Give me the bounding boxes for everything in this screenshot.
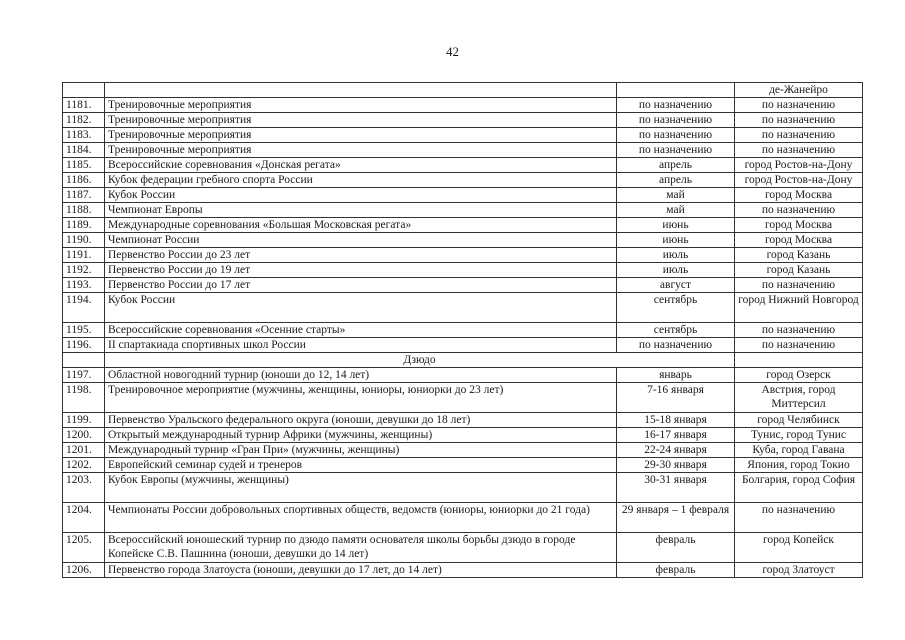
table-row — [63, 323, 863, 338]
event-name: Первенство России до 19 лет — [105, 263, 617, 278]
table-row — [63, 533, 863, 563]
event-name: Тренировочные мероприятия — [105, 143, 617, 158]
row-number: 1183. — [63, 128, 105, 143]
section-title: Дзюдо — [105, 353, 735, 368]
row-number: 1192. — [63, 263, 105, 278]
event-place: город Озерск — [735, 368, 863, 383]
table-row — [63, 113, 863, 128]
event-date: август — [617, 278, 735, 293]
row-number: 1186. — [63, 173, 105, 188]
event-date: по назначению — [617, 143, 735, 158]
table-row — [63, 563, 863, 578]
page-number: 42 — [446, 44, 459, 59]
event-name: Открытый международный турнир Африки (мужчины, женщины) — [105, 428, 617, 443]
event-date: июнь — [617, 233, 735, 248]
row-number: 1203. — [63, 473, 105, 503]
event-date: январь — [617, 368, 735, 383]
event-place: по назначению — [735, 143, 863, 158]
event-place: по назначению — [735, 113, 863, 128]
event-place: Болгария, город София — [735, 473, 863, 503]
event-place: по назначению — [735, 503, 863, 533]
event-date: сентябрь — [617, 293, 735, 323]
table-row — [63, 368, 863, 383]
event-name: Всероссийские соревнования «Осенние старты» — [105, 323, 617, 338]
event-place: по назначению — [735, 278, 863, 293]
row-number: 1206. — [63, 563, 105, 578]
event-name: Всероссийский юношеский турнир по дзюдо памяти основателя школы борьбы дзюдо в городе Копейске С.В. Пашнина (юноши, девушки до 14 лет) — [105, 533, 617, 563]
event-date: 29 января – 1 февраля — [617, 503, 735, 533]
event-place: де-Жанейро — [735, 83, 863, 98]
row-number: 1204. — [63, 503, 105, 533]
row-number: 1182. — [63, 113, 105, 128]
event-place: город Москва — [735, 218, 863, 233]
table-row — [63, 248, 863, 263]
event-name: II спартакиада спортивных школ России — [105, 338, 617, 353]
section-empty-cell — [735, 353, 863, 368]
event-place: город Копейск — [735, 533, 863, 563]
event-name: Первенство Уральского федерального округа (юноши, девушки до 18 лет) — [105, 413, 617, 428]
event-place: Куба, город Гавана — [735, 443, 863, 458]
event-date: 30-31 января — [617, 473, 735, 503]
event-date: май — [617, 188, 735, 203]
event-place: город Казань — [735, 248, 863, 263]
event-place: город Ростов-на-Дону — [735, 173, 863, 188]
event-name: Кубок федерации гребного спорта России — [105, 173, 617, 188]
event-name: Тренировочные мероприятия — [105, 128, 617, 143]
event-name: Первенство России до 23 лет — [105, 248, 617, 263]
table-row — [63, 443, 863, 458]
event-date — [617, 83, 735, 98]
table-row — [63, 338, 863, 353]
event-place: город Ростов-на-Дону — [735, 158, 863, 173]
event-date: 29-30 января — [617, 458, 735, 473]
table-row — [63, 188, 863, 203]
event-name: Кубок Европы (мужчины, женщины) — [105, 473, 617, 503]
table-row — [63, 263, 863, 278]
row-number: 1199. — [63, 413, 105, 428]
section-row — [63, 353, 863, 368]
event-place: город Челябинск — [735, 413, 863, 428]
event-name: Европейский семинар судей и тренеров — [105, 458, 617, 473]
row-number: 1196. — [63, 338, 105, 353]
event-date: февраль — [617, 533, 735, 563]
row-number: 1181. — [63, 98, 105, 113]
table-row — [63, 473, 863, 503]
event-date: июнь — [617, 218, 735, 233]
table-row — [63, 158, 863, 173]
table-row — [63, 98, 863, 113]
event-date: сентябрь — [617, 323, 735, 338]
row-number: 1197. — [63, 368, 105, 383]
row-number: 1205. — [63, 533, 105, 563]
event-date: июль — [617, 263, 735, 278]
event-date: по назначению — [617, 128, 735, 143]
table-row — [63, 233, 863, 248]
event-place: по назначению — [735, 323, 863, 338]
row-number — [63, 83, 105, 98]
table-row — [63, 143, 863, 158]
event-name: Первенство России до 17 лет — [105, 278, 617, 293]
row-number: 1201. — [63, 443, 105, 458]
event-date: по назначению — [617, 338, 735, 353]
event-name: Областной новогодний турнир (юноши до 12, 14 лет) — [105, 368, 617, 383]
event-place: Япония, город Токио — [735, 458, 863, 473]
event-date: 15-18 января — [617, 413, 735, 428]
event-name — [105, 83, 617, 98]
event-name: Чемпионаты России добровольных спортивных обществ, ведомств (юниоры, юниорки до 21 года) — [105, 503, 617, 533]
event-date: 16-17 января — [617, 428, 735, 443]
table-row — [63, 128, 863, 143]
event-date: апрель — [617, 158, 735, 173]
event-name: Международные соревнования «Большая Московская регата» — [105, 218, 617, 233]
table-row — [63, 383, 863, 413]
event-date: июль — [617, 248, 735, 263]
event-name: Кубок России — [105, 188, 617, 203]
row-number: 1202. — [63, 458, 105, 473]
event-date: 22-24 января — [617, 443, 735, 458]
event-date: апрель — [617, 173, 735, 188]
event-date: февраль — [617, 563, 735, 578]
event-date: по назначению — [617, 98, 735, 113]
event-name: Тренировочные мероприятия — [105, 98, 617, 113]
event-place: город Москва — [735, 188, 863, 203]
event-date: май — [617, 203, 735, 218]
event-place: по назначению — [735, 338, 863, 353]
row-number: 1198. — [63, 383, 105, 413]
row-number: 1185. — [63, 158, 105, 173]
event-place: город Москва — [735, 233, 863, 248]
event-name: Кубок России — [105, 293, 617, 323]
row-number: 1189. — [63, 218, 105, 233]
row-number: 1190. — [63, 233, 105, 248]
event-name: Чемпионат России — [105, 233, 617, 248]
event-place: по назначению — [735, 128, 863, 143]
event-name: Чемпионат Европы — [105, 203, 617, 218]
table-row — [63, 293, 863, 323]
event-date: 7-16 января — [617, 383, 735, 413]
table-row — [63, 203, 863, 218]
table-row — [63, 503, 863, 533]
event-place: по назначению — [735, 203, 863, 218]
table-row — [63, 278, 863, 293]
row-number: 1195. — [63, 323, 105, 338]
table-row — [63, 458, 863, 473]
event-date: по назначению — [617, 113, 735, 128]
table-row — [63, 218, 863, 233]
event-name: Всероссийские соревнования «Донская регата» — [105, 158, 617, 173]
event-place: Австрия, город Миттерсил — [735, 383, 863, 413]
event-name: Первенство города Златоуста (юноши, девушки до 17 лет, до 14 лет) — [105, 563, 617, 578]
row-number: 1184. — [63, 143, 105, 158]
event-place: Тунис, город Тунис — [735, 428, 863, 443]
event-place: город Златоуст — [735, 563, 863, 578]
table-row — [63, 173, 863, 188]
row-number: 1194. — [63, 293, 105, 323]
table-row — [63, 83, 863, 98]
event-name: Международный турнир «Гран При» (мужчины, женщины) — [105, 443, 617, 458]
table-row — [63, 428, 863, 443]
event-name: Тренировочное мероприятие (мужчины, женщины, юниоры, юниорки до 23 лет) — [105, 383, 617, 413]
section-number-cell — [63, 353, 105, 368]
event-place: город Казань — [735, 263, 863, 278]
row-number: 1188. — [63, 203, 105, 218]
table-row — [63, 413, 863, 428]
event-place: город Нижний Новгород — [735, 293, 863, 323]
row-number: 1191. — [63, 248, 105, 263]
row-number: 1193. — [63, 278, 105, 293]
schedule-table — [62, 82, 863, 578]
event-name: Тренировочные мероприятия — [105, 113, 617, 128]
row-number: 1187. — [63, 188, 105, 203]
event-place: по назначению — [735, 98, 863, 113]
row-number: 1200. — [63, 428, 105, 443]
